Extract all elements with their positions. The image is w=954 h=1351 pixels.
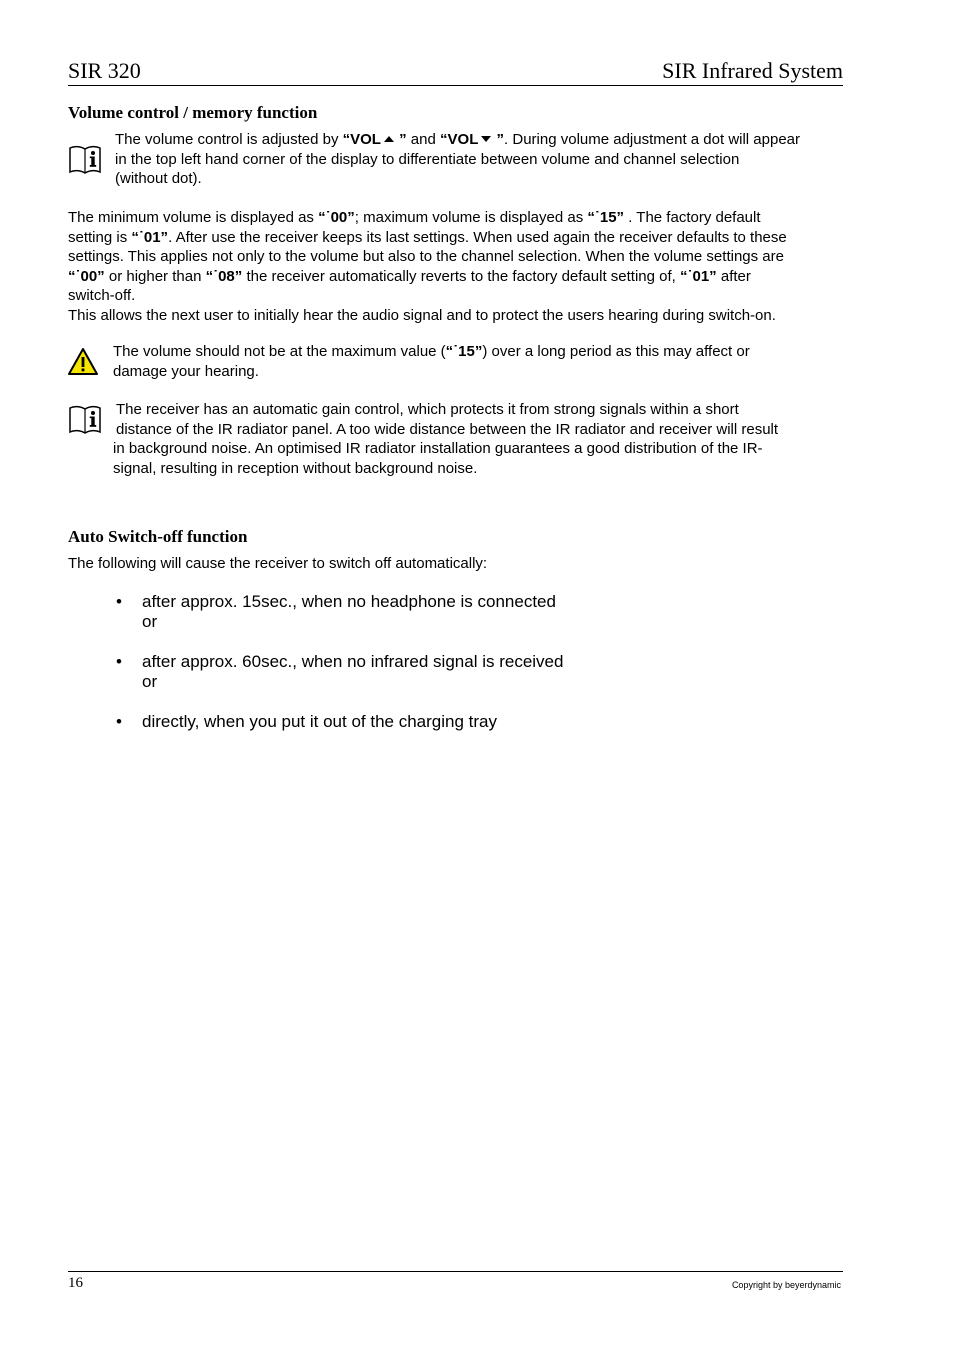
bullet-marker: • bbox=[116, 712, 122, 731]
bullet-marker: • bbox=[116, 652, 122, 671]
copyright-note: Copyright by beyerdynamic bbox=[731, 1280, 841, 1290]
info-gain-control: The receiver has an automatic gain control, which protects it from strong signals within a short distance of the IR radiator panel. A too wide distance between the IR radiator and receiver will result in background noise. An optimised IR radiator installation guarantees a good distribution of the IR- signal, resulting in reception without background noise. bbox=[113, 401, 779, 477]
header-model: SIR 320 bbox=[68, 58, 141, 83]
section-heading-auto-switch-off: Auto Switch-off function bbox=[68, 527, 248, 546]
auto-switch-off-intro: The following will cause the receiver to switch off automatically: bbox=[68, 555, 488, 572]
section-heading-volume: Volume control / memory function bbox=[68, 103, 318, 122]
book-info-icon bbox=[68, 404, 102, 434]
page-header bbox=[68, 58, 843, 86]
list-item: after approx. 60sec., when no infrared signal is received or bbox=[142, 652, 564, 691]
triangle-down-icon bbox=[480, 134, 492, 144]
volume-range-paragraph: The minimum volume is displayed as “˙00”; maximum volume is displayed as “˙15” . The factory default setting is “˙01”. After use the receiver keeps its last settings. When used again the receiver defaults to these settings. This applies not only to the volume but also to the channel selection. When the volume settings are “˙00” or higher than “˙08” the receiver automatically reverts to the factory default setting of, “˙01” after switch-off. This allows the next user to initially hear the audio signal and to protect the users hearing during switch-on. bbox=[68, 209, 787, 324]
bullet-marker: • bbox=[116, 592, 122, 611]
list-item: directly, when you put it out of the charging tray bbox=[142, 712, 497, 731]
page-footer bbox=[68, 1271, 843, 1291]
warning-max-volume: The volume should not be at the maximum value (“˙15”) over a long period as this may affect or damage your hearing. bbox=[113, 343, 750, 380]
triangle-up-icon bbox=[383, 134, 395, 144]
warning-triangle-icon bbox=[67, 347, 99, 377]
info-volume-adjust: The volume control is adjusted by “VOL ” and “VOL ”. During volume adjustment a dot will appear in the top left hand corner of the display to differentiate between volume and channel selection (without dot). bbox=[115, 131, 801, 187]
book-info-icon bbox=[68, 144, 102, 174]
list-item: after approx. 15sec., when no headphone is connected or bbox=[142, 592, 556, 631]
page-number: 16 bbox=[68, 1275, 83, 1291]
header-system: SIR Infrared System bbox=[662, 58, 843, 83]
